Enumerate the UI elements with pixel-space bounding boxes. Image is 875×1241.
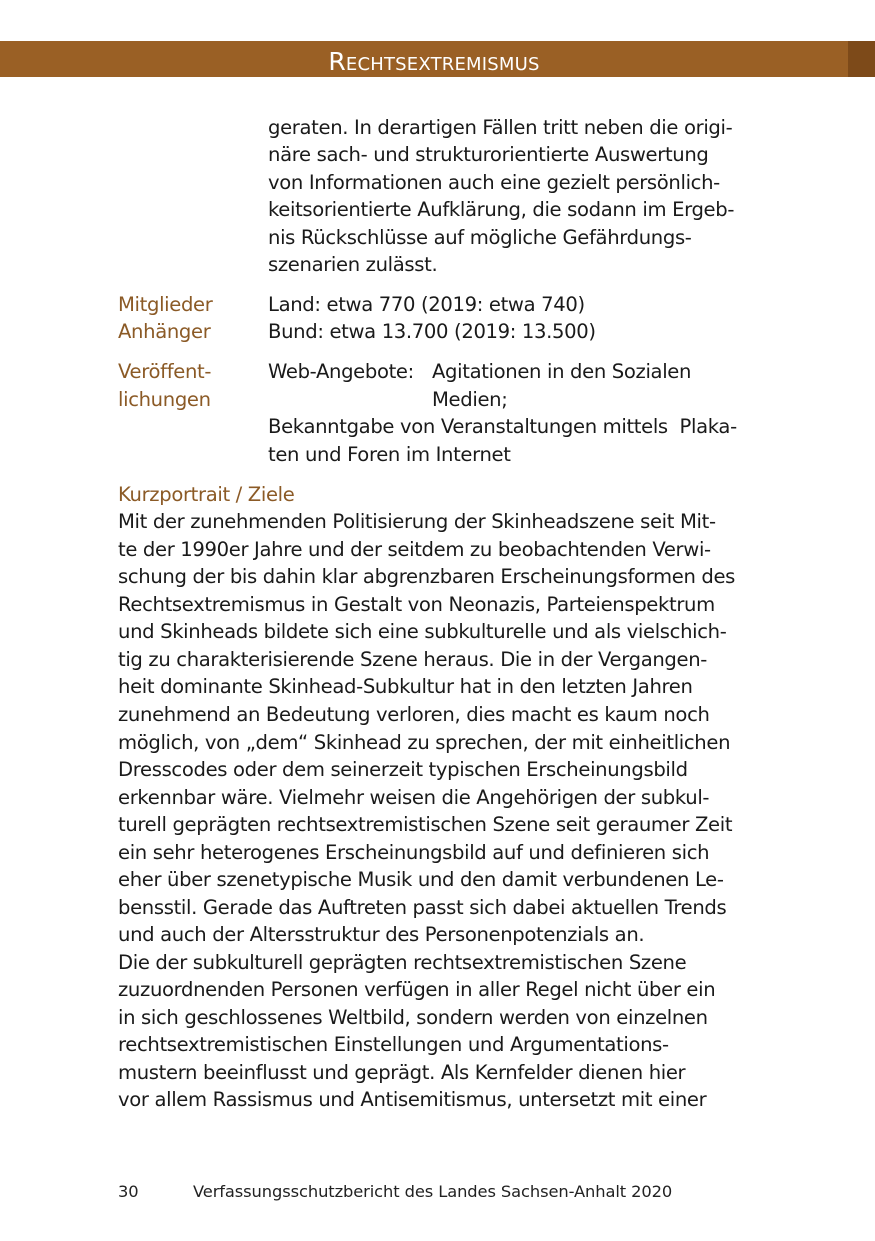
body-line: tig zu charakterisierende Szene heraus. Die in der Vergangen- (118, 648, 708, 671)
publications-web-text: Agitationen in den Sozialen (432, 360, 692, 383)
intro-line: nis Rückschlüsse auf mögliche Gefährdungs- (268, 226, 692, 249)
body-line: und Skinheads bildete sich eine subkulturelle und als vielschich- (118, 620, 727, 643)
publications-line: ten und Foren im Internet (268, 443, 511, 466)
body-line: erkennbar wäre. Vielmehr weisen die Angehörigen der subkul- (118, 786, 710, 809)
body-line: Rechtsextremismus in Gestalt von Neonazis, Parteienspektrum (118, 593, 715, 616)
members-label: Mitglieder (118, 293, 213, 316)
body-line: Mit der zunehmenden Politisierung der Skinheadszene seit Mit- (118, 510, 716, 533)
publications-web-text-cont: Medien; (432, 388, 508, 411)
page-header-title: Rechtsextremismus (328, 47, 540, 76)
intro-line: geraten. In derartigen Fällen tritt neben die origi- (268, 116, 733, 139)
body-line: bensstil. Gerade das Auftreten passt sich dabei aktuellen Trends (118, 896, 727, 919)
body-line: schung der bis dahin klar abgrenzbaren Erscheinungsformen des (118, 565, 736, 588)
section-heading: Kurzportrait / Ziele (118, 483, 295, 506)
body-line: mustern beeinflusst und geprägt. Als Kernfelder dienen hier (118, 1061, 686, 1084)
body-line: zuzuordnenden Personen verfügen in aller Regel nicht über ein (118, 978, 716, 1001)
intro-line: von Informationen auch eine gezielt persönlich- (268, 171, 720, 194)
supporters-label: Anhänger (118, 320, 211, 343)
body-line: rechtsextremistischen Einstellungen und Argumentations- (118, 1033, 669, 1056)
body-line: und auch der Altersstruktur des Personenpotenzials an. (118, 923, 645, 946)
body-line: Die der subkulturell geprägten rechtsextremistischen Szene (118, 951, 687, 974)
body-line: in sich geschlossenes Weltbild, sondern werden von einzelnen (118, 1006, 708, 1029)
intro-line: keitsorientierte Aufklärung, die sodann im Ergeb- (268, 198, 735, 221)
body-line: ein sehr heterogenes Erscheinungsbild auf und definieren sich (118, 841, 710, 864)
body-line: eher über szenetypische Musik und den damit verbundenen Le- (118, 868, 724, 891)
footer-title: Verfassungsschutzbericht des Landes Sachsen-Anhalt 2020 (193, 1182, 673, 1201)
page-number: 30 (118, 1182, 139, 1201)
intro-line: szenarien zulässt. (268, 253, 438, 276)
body-line: te der 1990er Jahre und der seitdem zu beobachtenden Verwi- (118, 538, 711, 561)
publications-label: Veröffent- (118, 360, 212, 383)
body-line: vor allem Rassismus und Antisemitismus, untersetzt mit einer (118, 1088, 707, 1111)
body-line: turell geprägten rechtsextremistischen Szene seit geraumer Zeit (118, 813, 733, 836)
body-line: Dresscodes oder dem seinerzeit typischen Erscheinungsbild (118, 758, 688, 781)
publications-web-prefix: Web-Angebote: (268, 360, 414, 383)
members-value-bund: Bund: etwa 13.700 (2019: 13.500) (268, 320, 596, 343)
intro-line: näre sach- und strukturorientierte Auswertung (268, 143, 709, 166)
publications-label-cont: lichungen (118, 388, 211, 411)
body-line: möglich, von „dem“ Skinhead zu sprechen, der mit einheitlichen (118, 731, 731, 754)
members-value-land: Land: etwa 770 (2019: etwa 740) (268, 293, 585, 316)
publications-line: Bekanntgabe von Veranstaltungen mittels Plaka- (268, 415, 737, 438)
body-line: heit dominante Skinhead-Subkultur hat in den letzten Jahren (118, 675, 693, 698)
body-line: zunehmend an Bedeutung verloren, dies macht es kaum noch (118, 703, 710, 726)
